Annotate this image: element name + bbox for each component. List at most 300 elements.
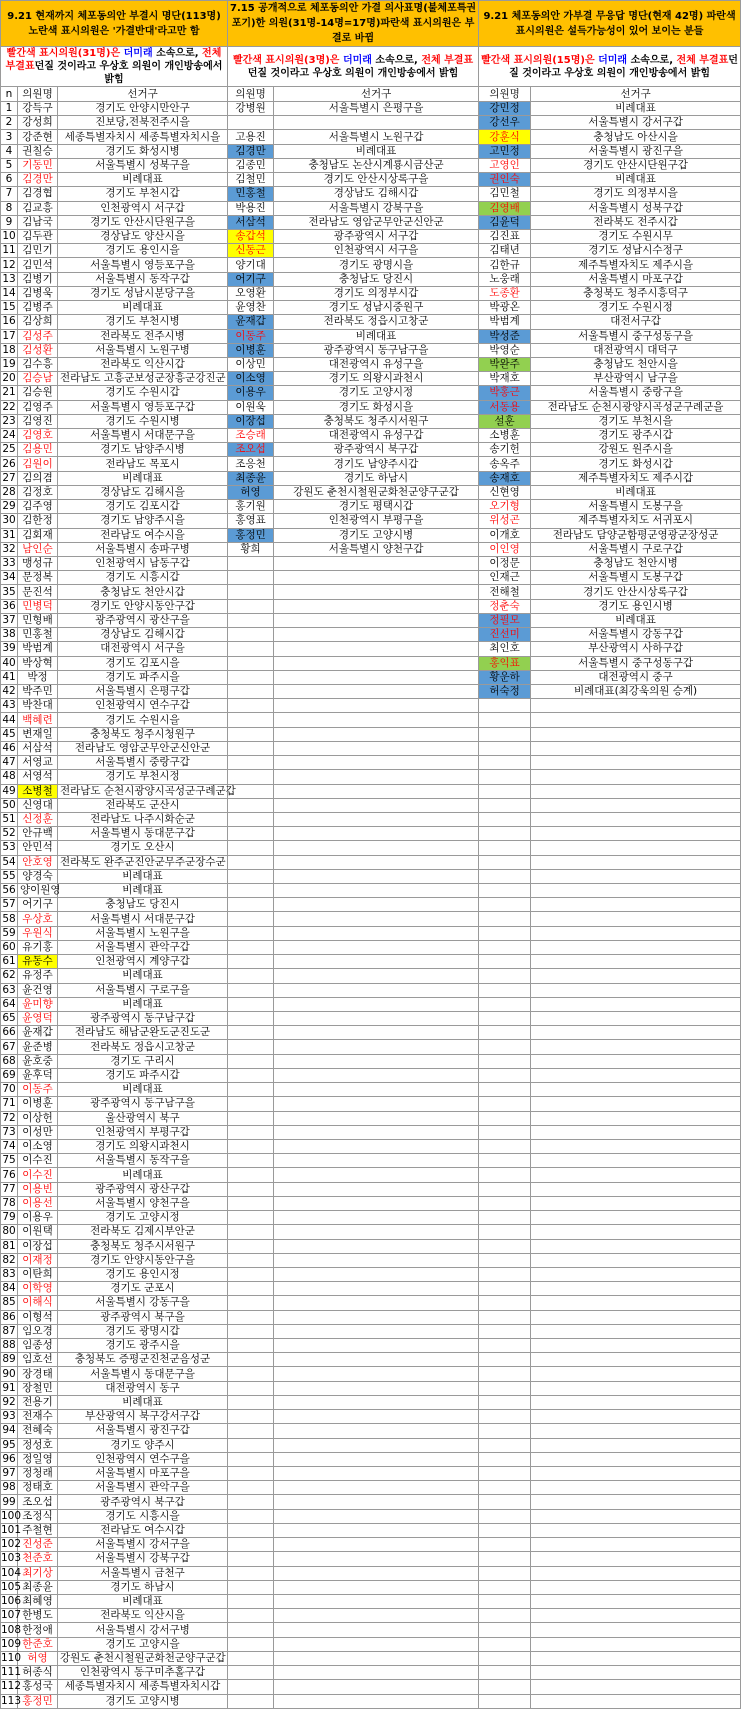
row-number: 108: [1, 1623, 22, 1636]
table-row: [1, 983, 741, 997]
district-a: 경기도 남양주시병: [58, 443, 228, 457]
row-number: 40: [2, 656, 16, 669]
table-row: [1, 485, 741, 499]
row-number: 21: [2, 386, 16, 399]
district-c: [531, 1012, 741, 1026]
row-number: 33: [2, 557, 16, 570]
table-row: [1, 1054, 741, 1068]
member-name-c: 송재호: [479, 471, 531, 485]
table-row: [1, 656, 741, 670]
member-name-b: [228, 1452, 274, 1466]
district-c: [531, 912, 741, 926]
district-c: [531, 812, 741, 826]
table-row: [1, 130, 741, 144]
row-number: 39: [2, 642, 16, 655]
member-name-c: [479, 1310, 531, 1324]
member-name-b: [228, 1211, 274, 1225]
district-c: [531, 898, 741, 912]
district-b: [274, 1452, 479, 1466]
row-number: 80: [2, 1225, 16, 1238]
member-name-c: 박범계: [479, 315, 531, 329]
district-c: 비례대표(최강욱의원 승계): [531, 684, 741, 698]
member-name-b: [228, 841, 274, 855]
member-name-b: 김종민: [228, 158, 274, 172]
row-number: 51: [2, 813, 16, 826]
district-c: [531, 1566, 741, 1580]
district-a: 경기도 수원시갑: [58, 386, 228, 400]
col-n[interactable]: n: [1, 87, 18, 102]
table-row: [1, 173, 741, 187]
district-a: 경기도 고양시병: [58, 1694, 228, 1708]
district-a: 경기도 광주시을: [58, 1339, 228, 1353]
member-name-a: 강성희: [18, 116, 58, 130]
district-b: [274, 116, 479, 130]
district-b: [274, 1139, 479, 1153]
district-c: 서울특별시 도봉구갑: [531, 571, 741, 585]
district-a: 서울특별시 송파구병: [58, 542, 228, 556]
member-name-c: [479, 1040, 531, 1054]
row-number: 12: [2, 258, 16, 271]
member-name-c: [479, 940, 531, 954]
district-b: 비례대표: [274, 329, 479, 343]
district-a: 광주광역시 광산구갑: [58, 1182, 228, 1196]
row-number: 69: [2, 1068, 16, 1081]
table-row: [1, 1083, 741, 1097]
member-name-a: 우상호: [18, 912, 58, 926]
district-b: [274, 983, 479, 997]
member-name-b: [228, 1324, 274, 1338]
district-c: [531, 1083, 741, 1097]
row-number: 18: [2, 343, 16, 356]
district-b: 경기도 성남시중원구: [274, 301, 479, 315]
row-number: 30: [2, 514, 16, 527]
member-name-c: 강선우: [479, 116, 531, 130]
member-name-a: 문정복: [18, 571, 58, 585]
col-district-a[interactable]: 선거구: [58, 87, 228, 102]
col-district-c[interactable]: 선거구: [531, 87, 741, 102]
row-number: 14: [2, 286, 16, 299]
district-a: 전라북도 전주시병: [58, 329, 228, 343]
member-name-b: [228, 613, 274, 627]
district-c: [531, 1040, 741, 1054]
member-name-a: 유동수: [18, 955, 58, 969]
district-c: 전라남도 순천시광양시곡성군구례군을: [531, 400, 741, 414]
member-name-c: [479, 1026, 531, 1040]
district-c: [531, 955, 741, 969]
district-c: [531, 827, 741, 841]
district-b: 전라남도 영암군무안군신안군: [274, 215, 479, 229]
district-a: 충청북도 청주시청원구: [58, 727, 228, 741]
member-name-c: [479, 1395, 531, 1409]
district-b: 경기도 안산시상록구을: [274, 173, 479, 187]
member-name-b: 조오섭: [228, 443, 274, 457]
member-name-a: 권칠승: [18, 144, 58, 158]
district-b: [274, 1068, 479, 1082]
member-name-a: 이상헌: [18, 1111, 58, 1125]
member-name-a: 김교흥: [18, 201, 58, 215]
member-name-b: [228, 1467, 274, 1481]
member-name-b: [228, 926, 274, 940]
district-b: 충청남도 논산시계룡시금산군: [274, 158, 479, 172]
district-c: [531, 1111, 741, 1125]
table-row: [1, 1282, 741, 1296]
member-name-a: 장경태: [18, 1367, 58, 1381]
member-name-b: [228, 869, 274, 883]
member-name-b: [228, 1196, 274, 1210]
table-row: [1, 357, 741, 371]
member-name-b: [228, 1054, 274, 1068]
member-name-b: [228, 1026, 274, 1040]
row-number: 98: [2, 1481, 16, 1494]
district-a: 경상남도 김해시을: [58, 485, 228, 499]
member-name-a: 한준호: [18, 1637, 58, 1651]
district-b: [274, 898, 479, 912]
member-name-c: [479, 1353, 531, 1367]
district-a: 서울특별시 동대문구을: [58, 1367, 228, 1381]
row-number: 91: [2, 1381, 16, 1394]
member-name-b: [228, 1012, 274, 1026]
district-b: 전라북도 정읍시고창군: [274, 315, 479, 329]
district-b: [274, 812, 479, 826]
district-c: 충청남도 아산시을: [531, 130, 741, 144]
row-number: 95: [2, 1438, 16, 1451]
district-c: 서울특별시 중구성동구을: [531, 329, 741, 343]
district-a: 비례대표: [58, 301, 228, 315]
district-c: [531, 1253, 741, 1267]
table-row: [1, 244, 741, 258]
district-c: 충청남도 천안시병: [531, 557, 741, 571]
col-name-a[interactable]: 의원명: [18, 87, 58, 102]
member-name-c: 김민철: [479, 187, 531, 201]
district-a: 서울특별시 관악구을: [58, 1481, 228, 1495]
row-number: 78: [2, 1196, 16, 1209]
district-a: 인천광역시 남동구갑: [58, 557, 228, 571]
row-number: 3: [1, 130, 18, 144]
district-b: [274, 1154, 479, 1168]
member-name-c: [479, 1054, 531, 1068]
row-number: 81: [2, 1239, 16, 1252]
table-row: [1, 940, 741, 954]
member-name-a: 김의겸: [18, 471, 58, 485]
table-row: [1, 1637, 741, 1651]
district-c: [531, 756, 741, 770]
table-row: [1, 1239, 741, 1253]
member-name-a: 이수진: [18, 1168, 58, 1182]
row-number: 70: [2, 1083, 16, 1096]
district-a: 경기도 용인시을: [58, 244, 228, 258]
district-b: [274, 1481, 479, 1495]
member-name-b: [228, 628, 274, 642]
row-number: 29: [2, 500, 16, 513]
member-name-b: [228, 1680, 274, 1694]
member-name-c: [479, 741, 531, 755]
table-row: [1, 1367, 741, 1381]
member-name-c: 이정문: [479, 557, 531, 571]
table-row: [1, 400, 741, 414]
table-row: [1, 855, 741, 869]
member-name-c: 이인영: [479, 542, 531, 556]
member-name-b: [228, 812, 274, 826]
district-a: 광주광역시 동구남구을: [58, 1097, 228, 1111]
district-b: [274, 1651, 479, 1665]
district-b: 서울특별시 노원구갑: [274, 130, 479, 144]
district-b: [274, 1566, 479, 1580]
member-name-a: 남인순: [18, 542, 58, 556]
district-a: 경기도 안산시단원구을: [58, 215, 228, 229]
table-row: [1, 1111, 741, 1125]
table-row: [1, 898, 741, 912]
row-number: 27: [2, 471, 16, 484]
district-b: 대전광역시 유성구을: [274, 357, 479, 371]
member-name-a: 김병기: [18, 272, 58, 286]
district-a: 경기도 하남시: [58, 1580, 228, 1594]
district-b: [274, 1509, 479, 1523]
header-no-response-list: 9.21 체포동의안 가부결 무응답 명단(현재 42명) 파란색 표시의원은 설득가능성이 있어 보이는 분들: [479, 1, 741, 47]
district-c: [531, 1538, 741, 1552]
table-row: [1, 229, 741, 243]
row-number: 34: [2, 571, 16, 584]
member-name-c: [479, 1467, 531, 1481]
member-name-b: [228, 1395, 274, 1409]
row-number: 93: [2, 1410, 16, 1423]
member-name-b: [228, 557, 274, 571]
district-a: 경기도 수원시병: [58, 414, 228, 428]
district-a: 전라남도 순천시광양시곡성군구례군갑: [58, 784, 228, 798]
district-c: [531, 1381, 741, 1395]
district-c: [531, 1310, 741, 1324]
member-name-b: [228, 1523, 274, 1537]
member-name-b: 홍영표: [228, 514, 274, 528]
table-row: [1, 1609, 741, 1623]
member-name-b: [228, 1353, 274, 1367]
col-name-b[interactable]: 의원명: [228, 87, 274, 102]
district-a: 전라남도 고흥군보성군장흥군강진군: [58, 372, 228, 386]
member-name-c: [479, 770, 531, 784]
district-b: 경기도 평택시갑: [274, 500, 479, 514]
member-name-a: 이용우: [18, 1211, 58, 1225]
row-number: 2: [1, 116, 18, 130]
district-a: 세종특별자치시 세종특별자치시갑: [58, 1680, 228, 1694]
table-row: [1, 429, 741, 443]
district-a: 비례대표: [58, 1168, 228, 1182]
member-name-c: [479, 1680, 531, 1694]
district-b: [274, 713, 479, 727]
row-number: 45: [2, 727, 16, 740]
district-b: [274, 1296, 479, 1310]
row-number: 85: [2, 1296, 16, 1309]
table-row: [1, 727, 741, 741]
member-name-a: 한병도: [18, 1609, 58, 1623]
member-name-c: [479, 1666, 531, 1680]
member-name-a: 주철현: [18, 1523, 58, 1537]
member-name-b: [228, 955, 274, 969]
member-name-c: 송기헌: [479, 443, 531, 457]
district-b: [274, 1594, 479, 1608]
member-name-a: 우원식: [18, 926, 58, 940]
district-b: 경기도 고양시병: [274, 528, 479, 542]
member-name-b: 박용진: [228, 201, 274, 215]
district-a: 서울특별시 강서구병: [58, 1623, 228, 1637]
member-name-c: [479, 1552, 531, 1566]
member-name-c: [479, 798, 531, 812]
row-number: 65: [2, 1012, 16, 1025]
district-a: 전라남도 여수시을: [58, 528, 228, 542]
member-name-b: 서삼석: [228, 215, 274, 229]
district-c: 서울특별시 광진구을: [531, 144, 741, 158]
district-b: 충청남도 당진시: [274, 272, 479, 286]
member-name-a: 천준호: [18, 1552, 58, 1566]
member-name-c: 인재근: [479, 571, 531, 585]
district-b: [274, 1168, 479, 1182]
member-name-a: 정성호: [18, 1438, 58, 1452]
member-name-c: 최인호: [479, 642, 531, 656]
member-name-b: [228, 1367, 274, 1381]
district-c: 서울특별시 중랑구을: [531, 386, 741, 400]
district-a: 서울특별시 동작구갑: [58, 272, 228, 286]
table-row: [1, 1694, 741, 1708]
district-b: [274, 756, 479, 770]
member-name-a: 김성주: [18, 329, 58, 343]
row-number: 63: [2, 983, 16, 996]
table-row: [1, 187, 741, 201]
table-row: [1, 301, 741, 315]
district-a: 대전광역시 동구: [58, 1381, 228, 1395]
member-name-c: 홍익표: [479, 656, 531, 670]
row-number: 58: [2, 912, 16, 925]
table-row: [1, 1154, 741, 1168]
district-a: 진보당,전북전주시을: [58, 116, 228, 130]
row-number: 89: [2, 1353, 16, 1366]
table-row: [1, 443, 741, 457]
district-c: [531, 1552, 741, 1566]
district-a: 경상남도 양산시을: [58, 229, 228, 243]
member-name-b: [228, 1623, 274, 1637]
row-number: 8: [1, 201, 18, 215]
district-b: [274, 1410, 479, 1424]
member-name-a: 윤영덕: [18, 1012, 58, 1026]
district-c: [531, 997, 741, 1011]
table-row: [1, 500, 741, 514]
district-a: 경기도 안양시동안구을: [58, 1253, 228, 1267]
row-number: 32: [2, 542, 16, 555]
row-number: 53: [2, 841, 16, 854]
member-name-c: [479, 1168, 531, 1182]
member-name-c: 김윤덕: [479, 215, 531, 229]
col-district-b[interactable]: 선거구: [274, 87, 479, 102]
district-c: [531, 1694, 741, 1708]
member-name-b: [228, 912, 274, 926]
col-name-c[interactable]: 의원명: [479, 87, 531, 102]
district-b: [274, 557, 479, 571]
member-name-c: [479, 1324, 531, 1338]
table-row: [1, 1481, 741, 1495]
member-name-b: [228, 884, 274, 898]
member-name-c: 박영순: [479, 343, 531, 357]
member-name-b: 강병원: [228, 102, 274, 116]
district-b: 광주광역시 동구남구을: [274, 343, 479, 357]
district-a: 전라북도 익산시을: [58, 1609, 228, 1623]
member-name-c: [479, 1296, 531, 1310]
row-number: 111: [1, 1666, 22, 1679]
member-name-c: 정필모: [479, 613, 531, 627]
district-c: [531, 1282, 741, 1296]
district-a: 서울특별시 서대문구갑: [58, 912, 228, 926]
member-name-b: [228, 1296, 274, 1310]
member-name-b: [228, 1637, 274, 1651]
member-name-b: 홍정민: [228, 528, 274, 542]
table-row: [1, 713, 741, 727]
district-c: [531, 1125, 741, 1139]
member-name-c: 박성준: [479, 329, 531, 343]
district-c: [531, 1054, 741, 1068]
row-number: 104: [1, 1566, 22, 1579]
district-c: 경기도 안산시상록구갑: [531, 585, 741, 599]
member-name-a: 전용기: [18, 1395, 58, 1409]
member-name-a: 김남국: [18, 215, 58, 229]
row-number: 52: [2, 827, 16, 840]
member-name-c: [479, 1225, 531, 1239]
row-number: 60: [2, 941, 16, 954]
district-c: [531, 741, 741, 755]
member-name-c: [479, 1381, 531, 1395]
district-a: 서울특별시 강동구을: [58, 1296, 228, 1310]
district-c: 경기도 광주시갑: [531, 429, 741, 443]
member-name-b: [228, 1481, 274, 1495]
member-name-a: 김성환: [18, 343, 58, 357]
member-name-c: [479, 1509, 531, 1523]
district-a: 전라남도 영암군무안군신안군: [58, 741, 228, 755]
member-name-a: 김민기: [18, 244, 58, 258]
district-b: 인천광역시 부평구을: [274, 514, 479, 528]
district-b: 광주광역시 북구갑: [274, 443, 479, 457]
table-row: [1, 1139, 741, 1153]
member-name-a: 김회재: [18, 528, 58, 542]
member-name-a: 박주민: [18, 684, 58, 698]
district-c: [531, 1410, 741, 1424]
row-number: 62: [2, 969, 16, 982]
district-b: [274, 684, 479, 698]
district-a: 서울특별시 양천구을: [58, 1196, 228, 1210]
member-name-b: [228, 1580, 274, 1594]
member-name-c: 허숙정: [479, 684, 531, 698]
member-name-b: [228, 756, 274, 770]
table-row: [1, 1467, 741, 1481]
district-c: [531, 1623, 741, 1637]
member-name-a: 김수흥: [18, 357, 58, 371]
row-number: 82: [2, 1253, 16, 1266]
district-c: [531, 699, 741, 713]
table-row: [1, 1395, 741, 1409]
table-row: [1, 1040, 741, 1054]
row-number: 84: [2, 1282, 16, 1295]
member-name-c: [479, 912, 531, 926]
district-b: 서울특별시 양천구갑: [274, 542, 479, 556]
row-number: 73: [2, 1125, 16, 1138]
member-name-a: 이해식: [18, 1296, 58, 1310]
district-c: [531, 1481, 741, 1495]
district-a: 경기도 파주시을: [58, 670, 228, 684]
district-a: 서울특별시 영등포구을: [58, 258, 228, 272]
member-name-c: [479, 1339, 531, 1353]
district-c: 경기도 부천시을: [531, 414, 741, 428]
row-number: 99: [2, 1495, 16, 1508]
row-number: 59: [2, 926, 16, 939]
row-number: 102: [1, 1538, 22, 1551]
member-name-a: 김영호: [18, 429, 58, 443]
member-name-c: 고민정: [479, 144, 531, 158]
district-c: [531, 1637, 741, 1651]
member-name-b: [228, 571, 274, 585]
